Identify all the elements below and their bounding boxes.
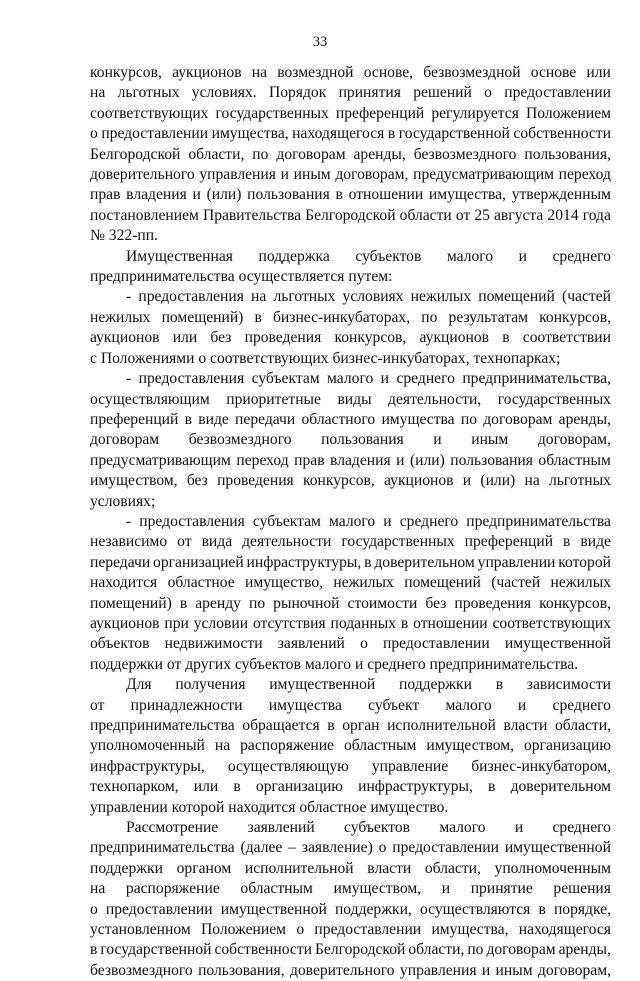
text-line: находится областное имущество, нежилых помещений (частей нежилых bbox=[90, 574, 611, 592]
text-line: предпринимательства (далее – заявление) о предоставлении имущественной bbox=[90, 839, 611, 857]
text-line: постановлением Правительства Белгородской области от 25 августа 2014 года bbox=[90, 206, 611, 224]
text-line: безвозмездного пользования, доверительного управления и иным договорам, bbox=[90, 961, 611, 979]
text-line: Рассмотрение заявлений субъектов малого и среднего bbox=[126, 819, 611, 837]
text-line: на распоряжение областным имуществом, и принятие решения bbox=[90, 880, 611, 898]
text-line: о предоставлении имущества, находящегося в государственной собственности bbox=[90, 125, 611, 143]
body-text bbox=[90, 63, 611, 981]
text-line: аукционов при условии отсутствия поданных в отношении соответствующих bbox=[90, 614, 611, 632]
text-line: - предоставления на льготных условиях нежилых помещений (частей bbox=[126, 288, 611, 306]
text-line: в государственной собственности Белгородской области, по договорам аренды, bbox=[90, 941, 611, 959]
text-line: предусматривающим переход прав владения и (или) пользования областным bbox=[90, 451, 611, 469]
text-line: соответствующих государственных преференций регулируется Положением bbox=[90, 104, 611, 122]
text-line: Имущественная поддержка субъектов малого и среднего bbox=[126, 247, 611, 265]
text-line: передачи организацией инфраструктуры, в доверительном управлении которой bbox=[90, 553, 611, 571]
text-line: Белгородской области, по договорам аренды, безвозмездного пользования, bbox=[90, 145, 611, 163]
text-line: преференций в виде передачи областного имущества по договорам аренды, bbox=[90, 410, 611, 428]
text-line: прав владения и (или) пользования в отношении имущества, утвержденным bbox=[90, 186, 611, 204]
text-line: - предоставления субъектам малого и среднего предпринимательства, bbox=[126, 370, 611, 388]
text-line: - предоставления субъектам малого и среднего предпринимательства bbox=[126, 512, 611, 530]
text-line: объектов недвижимости заявлений о предоставлении имущественной bbox=[90, 635, 611, 653]
text-line: осуществляющим приоритетные виды деятельности, государственных bbox=[90, 390, 611, 408]
text-line: Для получения имущественной поддержки в зависимости bbox=[126, 676, 611, 694]
text-line: доверительного управления и иным договорам, предусматривающим переход bbox=[90, 166, 611, 184]
text-line: предпринимательства осуществляется путем: bbox=[90, 268, 393, 286]
text-line: поддержки органом исполнительной власти области, уполномоченным bbox=[90, 859, 611, 877]
text-line: о предоставлении имущественной поддержки, осуществляются в порядке, bbox=[90, 900, 611, 918]
text-line: предпринимательства обращается в орган исполнительной власти области, bbox=[90, 717, 611, 734]
text-line: инфраструктуры, осуществляющую управление бизнес-инкубатором, bbox=[90, 757, 611, 775]
text-line: на льготных условиях. Порядок принятия решений о предоставлении bbox=[90, 84, 611, 102]
text-line: условиях; bbox=[90, 492, 156, 510]
text-line: имуществом, без проведения конкурсов, аукционов и (или) на льготных bbox=[90, 472, 611, 490]
text-line: конкурсов, аукционов на возмездной основе, безвозмездной основе или bbox=[90, 64, 611, 81]
text-line: помещений) в аренду по рыночной стоимости без проведения конкурсов, bbox=[90, 594, 611, 612]
page-number: 33 bbox=[312, 34, 328, 50]
text-line: независимо от вида деятельности государственных преференций в виде bbox=[90, 533, 611, 551]
text-line: договорам безвозмездного пользования и иным договорам, bbox=[90, 431, 611, 449]
text-line: аукционов или без проведения конкурсов, аукционов в соответствии bbox=[90, 329, 611, 347]
text-line: нежилых помещений) в бизнес-инкубаторах, по результатам конкурсов, bbox=[90, 308, 611, 326]
text-line: поддержки от других субъектов малого и среднего предпринимательства. bbox=[90, 655, 579, 673]
text-line: с Положениями о соответствующих бизнес-инкубаторах, технопарках; bbox=[90, 349, 561, 367]
text-line: № 322-пп. bbox=[90, 227, 158, 245]
text-line: от принадлежности имущества субъект малого и среднего bbox=[90, 696, 611, 714]
text-line: уполномоченный на распоряжение областным имуществом, организацию bbox=[90, 737, 611, 755]
text-line: технопарком, или в организацию инфраструктуры, в доверительном bbox=[90, 778, 611, 796]
text-line: управлении которой находится областное имущество. bbox=[90, 798, 449, 816]
text-line: установленном Положением о предоставлении имущества, находящегося bbox=[90, 921, 611, 939]
